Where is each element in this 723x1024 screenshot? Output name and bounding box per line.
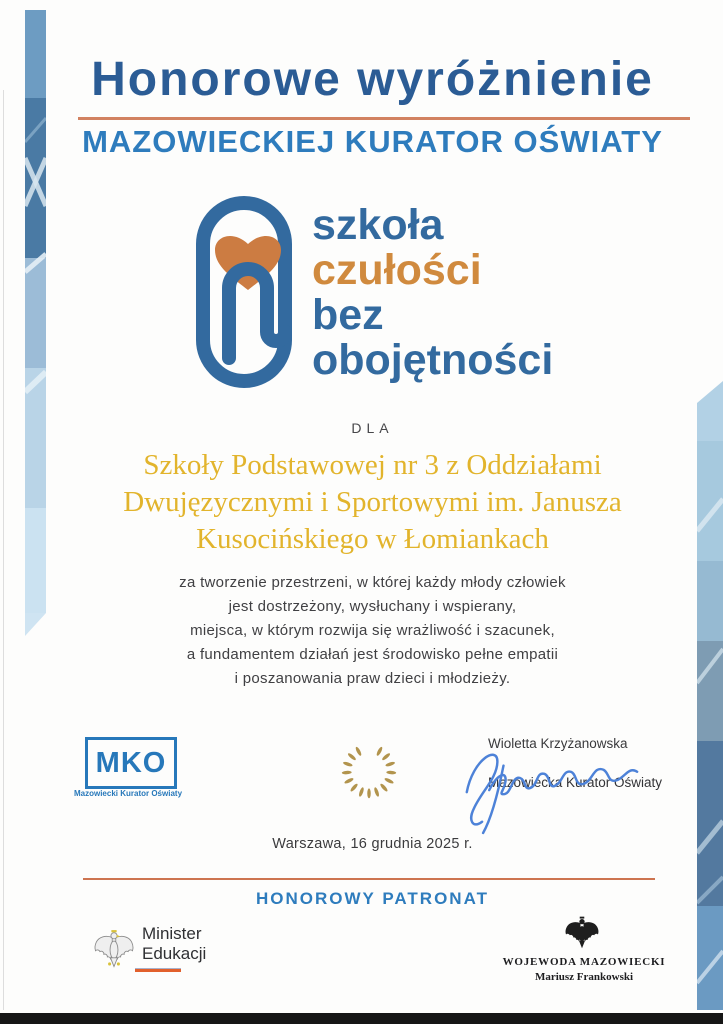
recipient-line-3: Kusocińskiego w Łomiankach: [196, 523, 549, 555]
handwritten-signature: [452, 733, 657, 835]
citation-line-4: a fundamentem działań jest środowisko pełne empatii: [186, 646, 559, 663]
mko-logo-caption: Mazowiecki Kurator Oświaty: [73, 789, 183, 798]
citation-text: [22, 571, 723, 691]
minister-name: [142, 924, 206, 963]
page-title: Honorowe wyróżnienie: [91, 53, 654, 106]
page-subtitle: MAZOWIECKIEJ KURATOR OŚWIATY: [82, 124, 663, 159]
date-line: Warszawa, 16 grudnia 2025 r.: [272, 836, 473, 852]
signer-title: Mazowiecka Kurator Oświaty: [488, 775, 663, 790]
program-logo-word-szkola: szkoła: [312, 201, 444, 249]
mko-logo-text: MKO: [95, 746, 167, 779]
minister-name-line-2: Edukacji: [142, 943, 207, 963]
recipient-line-1: Szkoły Podstawowej nr 3 z Oddziałami: [143, 449, 602, 481]
minister-name-line-1: Minister: [142, 924, 202, 943]
program-logo-word-obojetnosci: obojętności: [312, 336, 554, 384]
wojewoda-name: Mariusz Frankowski: [534, 971, 634, 983]
wojewoda-title: WOJEWODA MAZOWIECKI: [502, 956, 666, 968]
scan-edge-line: [3, 90, 4, 1010]
paperclip-heart-icon: [183, 192, 305, 394]
citation-line-3: miejsca, w którym rozwija się wrażliwość i szacunek,: [190, 622, 555, 639]
citation-line-5: i poszanowania praw dzieci i młodzieży.: [234, 670, 511, 687]
program-logo-wordmark: [312, 203, 553, 383]
patronage-divider: [83, 878, 655, 880]
laurel-wreath-icon: [338, 737, 400, 805]
scan-bottom-bar: [0, 1013, 723, 1024]
program-logo-word-czulosci: czułości: [312, 246, 482, 294]
wojewoda-eagle-icon: [563, 915, 601, 951]
citation-line-2: jest dostrzeżony, wysłuchany i wspierany,: [228, 598, 517, 615]
mko-logo: [85, 737, 177, 789]
wojewoda-block: [494, 956, 674, 983]
title-underline: [78, 117, 690, 120]
polish-eagle-icon: [92, 920, 136, 978]
patronage-heading: HONOROWY PATRONAT: [256, 889, 489, 908]
dla-label: DLA: [351, 420, 394, 436]
minister-underline: [135, 968, 181, 972]
recipient-line-2: Dwujęzycznymi i Sportowymi im. Janusza: [123, 486, 622, 518]
recipient-name: [22, 447, 723, 558]
signer-name: Wioletta Krzyżanowska: [488, 736, 628, 751]
citation-line-1: za tworzenie przestrzeni, w której każdy młody człowiek: [179, 574, 566, 591]
program-logo-word-bez: bez: [312, 291, 384, 339]
